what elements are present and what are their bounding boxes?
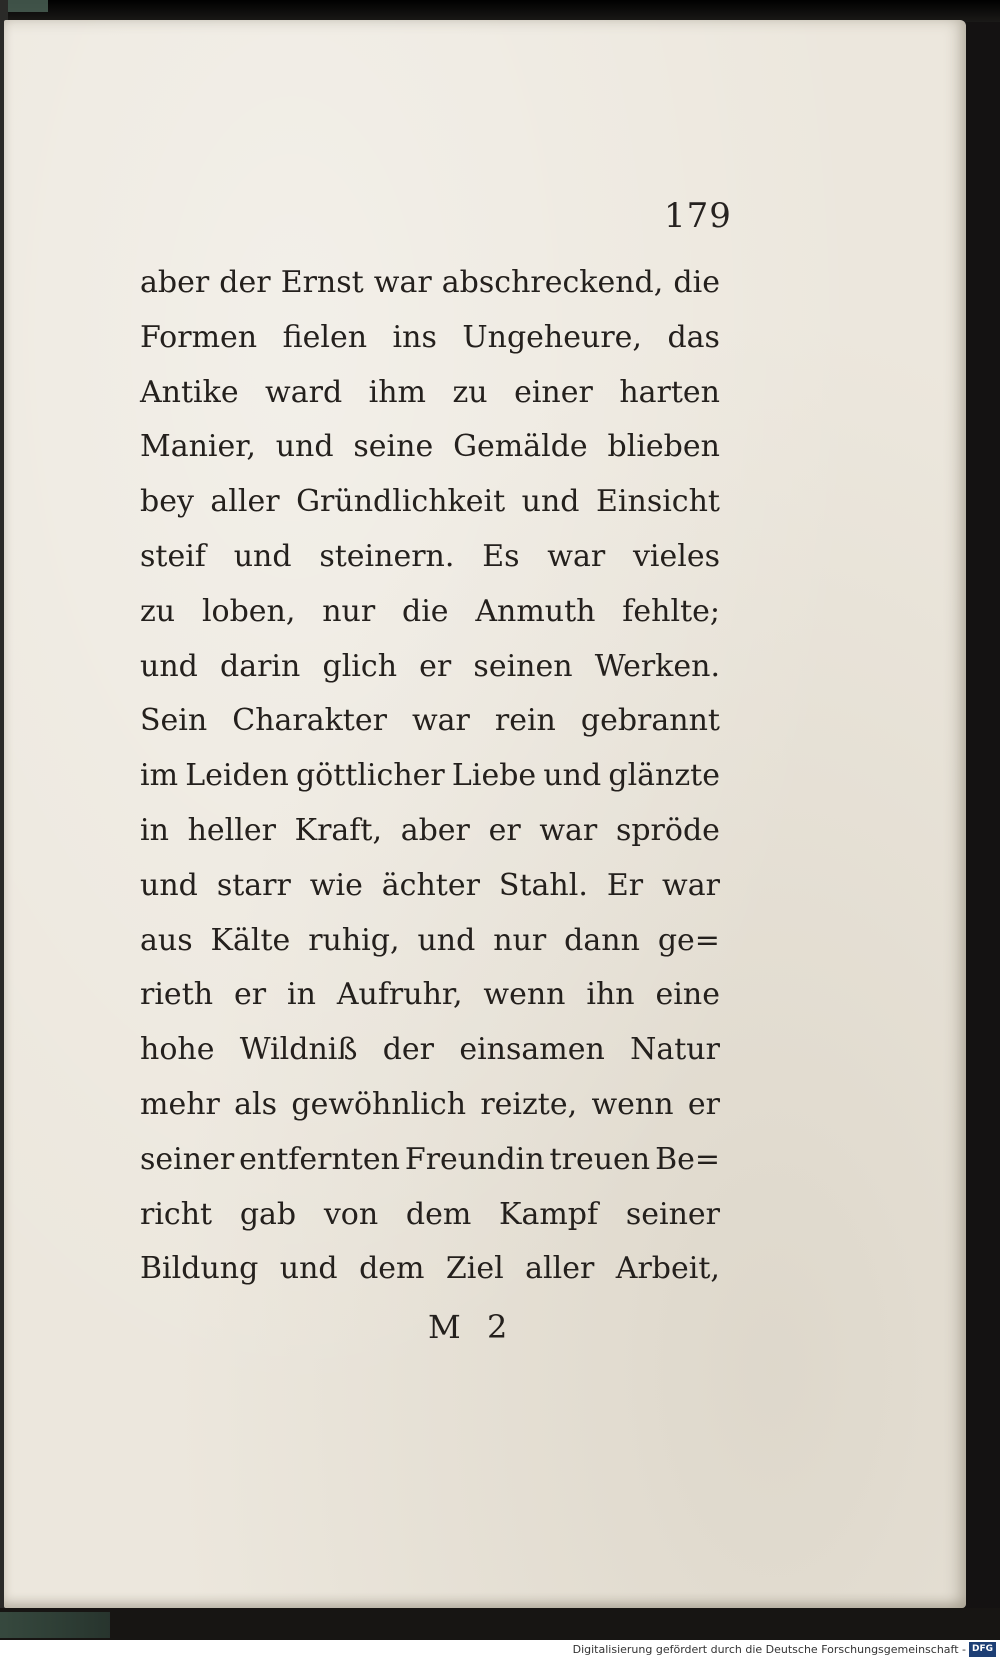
word: rieth	[140, 977, 214, 1013]
word: Antike	[140, 374, 239, 410]
text-line	[140, 1188, 720, 1243]
word: Aufruhr,	[336, 977, 463, 1013]
word: von	[323, 1196, 379, 1232]
text-line	[140, 311, 720, 366]
word: steinern.	[319, 538, 455, 574]
word: Formen	[140, 319, 258, 355]
word: und	[140, 648, 198, 684]
word: der	[382, 1032, 435, 1068]
text-line	[140, 530, 720, 585]
word: harten	[619, 374, 720, 410]
word: und	[275, 429, 334, 465]
word: nur	[493, 922, 547, 958]
text-line	[140, 256, 720, 311]
word: er	[419, 648, 452, 684]
word: ächter	[381, 867, 480, 903]
text-line	[140, 1242, 720, 1297]
word: Werken.	[594, 648, 720, 684]
word: dem	[405, 1196, 472, 1232]
word: war	[539, 812, 598, 848]
word: einer	[514, 374, 593, 410]
word: gebrannt	[580, 703, 720, 739]
word: einsamen	[459, 1032, 605, 1068]
word: ihn	[586, 977, 635, 1013]
word: seiner	[140, 1141, 235, 1177]
word: ruhig,	[308, 922, 400, 958]
word: eine	[655, 977, 720, 1013]
text-line	[140, 475, 720, 530]
word: Freundin	[404, 1141, 545, 1177]
word: Ernst	[280, 265, 364, 300]
word: blieben	[607, 429, 720, 465]
word: das	[667, 319, 720, 355]
word: seinen	[473, 648, 573, 684]
word: entfernten	[239, 1141, 400, 1177]
bottom-cover-strip	[0, 1612, 110, 1638]
word: darin	[220, 648, 301, 684]
word: treuen	[549, 1141, 651, 1177]
word: Arbeit,	[615, 1251, 720, 1287]
text-line	[140, 420, 720, 475]
word: fehlte;	[622, 593, 720, 629]
word: reizte,	[480, 1086, 578, 1122]
word: war	[373, 265, 432, 300]
word: bey	[140, 484, 194, 520]
word: als	[234, 1086, 278, 1122]
page-number: 179	[664, 196, 732, 236]
text-line	[140, 585, 720, 640]
word: aller	[210, 484, 280, 520]
word: er	[233, 977, 267, 1013]
word: hohe	[140, 1032, 215, 1068]
word: und	[279, 1251, 338, 1287]
word: zu	[140, 593, 176, 629]
word: nur	[322, 593, 376, 629]
word: und	[521, 484, 580, 520]
word: vieles	[632, 538, 720, 574]
word: zu	[452, 374, 488, 410]
word: Charakter	[232, 703, 387, 739]
word: ward	[265, 374, 343, 410]
word: glich	[322, 648, 398, 684]
word: und	[543, 758, 602, 794]
word: loben,	[201, 593, 296, 629]
text-line	[140, 804, 720, 859]
top-binding-edge	[0, 0, 1000, 22]
text-line	[140, 749, 720, 804]
signature-mark: M 2	[428, 1308, 516, 1346]
word: aber	[140, 265, 210, 300]
text-line	[140, 968, 720, 1023]
word: Ungeheure,	[462, 319, 642, 355]
word: wenn	[483, 977, 566, 1013]
word: dann	[564, 922, 640, 958]
word: mehr	[140, 1086, 220, 1122]
word: Leiden	[185, 758, 289, 794]
word: ins	[392, 319, 437, 355]
word: und	[417, 922, 476, 958]
word: und	[233, 538, 292, 574]
word: Manier,	[140, 429, 256, 465]
word: Es	[482, 538, 520, 574]
word: Einsicht	[596, 484, 720, 520]
word: im	[140, 758, 179, 794]
body-text	[140, 256, 720, 1297]
word: rein	[494, 703, 556, 739]
word: aber	[400, 812, 470, 848]
word: Er	[606, 867, 644, 903]
word: heller	[187, 812, 276, 848]
word: Kampf	[499, 1196, 599, 1232]
word: war	[662, 867, 720, 903]
word: Liebe	[451, 758, 537, 794]
word: steif	[140, 538, 206, 574]
word: der	[219, 265, 271, 300]
word: und	[140, 867, 198, 903]
word: seiner	[625, 1196, 720, 1232]
text-line	[140, 694, 720, 749]
word: ge=	[657, 922, 720, 958]
word: spröde	[615, 812, 720, 848]
word: Sein	[140, 703, 208, 739]
word: abschreckend,	[441, 265, 664, 300]
word: er	[488, 812, 521, 848]
word: starr	[216, 867, 291, 903]
text-line	[140, 366, 720, 421]
text-line	[140, 640, 720, 695]
word: war	[411, 703, 470, 739]
text-line	[140, 1023, 720, 1078]
word: Kraft,	[294, 812, 382, 848]
word: Bildung	[140, 1251, 259, 1287]
word: in	[287, 977, 316, 1013]
dfg-logo: DFG	[969, 1642, 996, 1657]
word: die	[402, 593, 449, 629]
word: Kälte	[210, 922, 291, 958]
word: fielen	[282, 319, 368, 355]
text-line	[140, 914, 720, 969]
word: aus	[140, 922, 193, 958]
word: gewöhnlich	[291, 1086, 467, 1122]
word: war	[547, 538, 606, 574]
word: wenn	[591, 1086, 674, 1122]
word: Be=	[655, 1141, 720, 1177]
word: aller	[525, 1251, 595, 1287]
word: göttlicher	[295, 758, 445, 794]
word: wie	[309, 867, 363, 903]
word: seine	[353, 429, 434, 465]
word: die	[673, 265, 720, 300]
funding-credit: Digitalisierung gefördert durch die Deutsche Forschungsgemeinschaft -	[572, 1643, 966, 1656]
word: ihm	[368, 374, 426, 410]
bottom-binding-edge	[0, 1608, 1000, 1640]
text-line	[140, 1078, 720, 1133]
word: er	[687, 1086, 720, 1122]
word: Wildniß	[239, 1032, 358, 1068]
word: Ziel	[445, 1251, 504, 1287]
text-line	[140, 859, 720, 914]
word: glänzte	[608, 758, 720, 794]
word: gab	[239, 1196, 297, 1232]
word: Gemälde	[453, 429, 588, 465]
word: Anmuth	[475, 593, 596, 629]
word: richt	[140, 1196, 213, 1232]
word: in	[140, 812, 169, 848]
text-line	[140, 1133, 720, 1188]
word: Natur	[630, 1032, 720, 1068]
word: dem	[359, 1251, 425, 1287]
word: Stahl.	[498, 867, 588, 903]
word: Gründlichkeit	[296, 484, 506, 520]
